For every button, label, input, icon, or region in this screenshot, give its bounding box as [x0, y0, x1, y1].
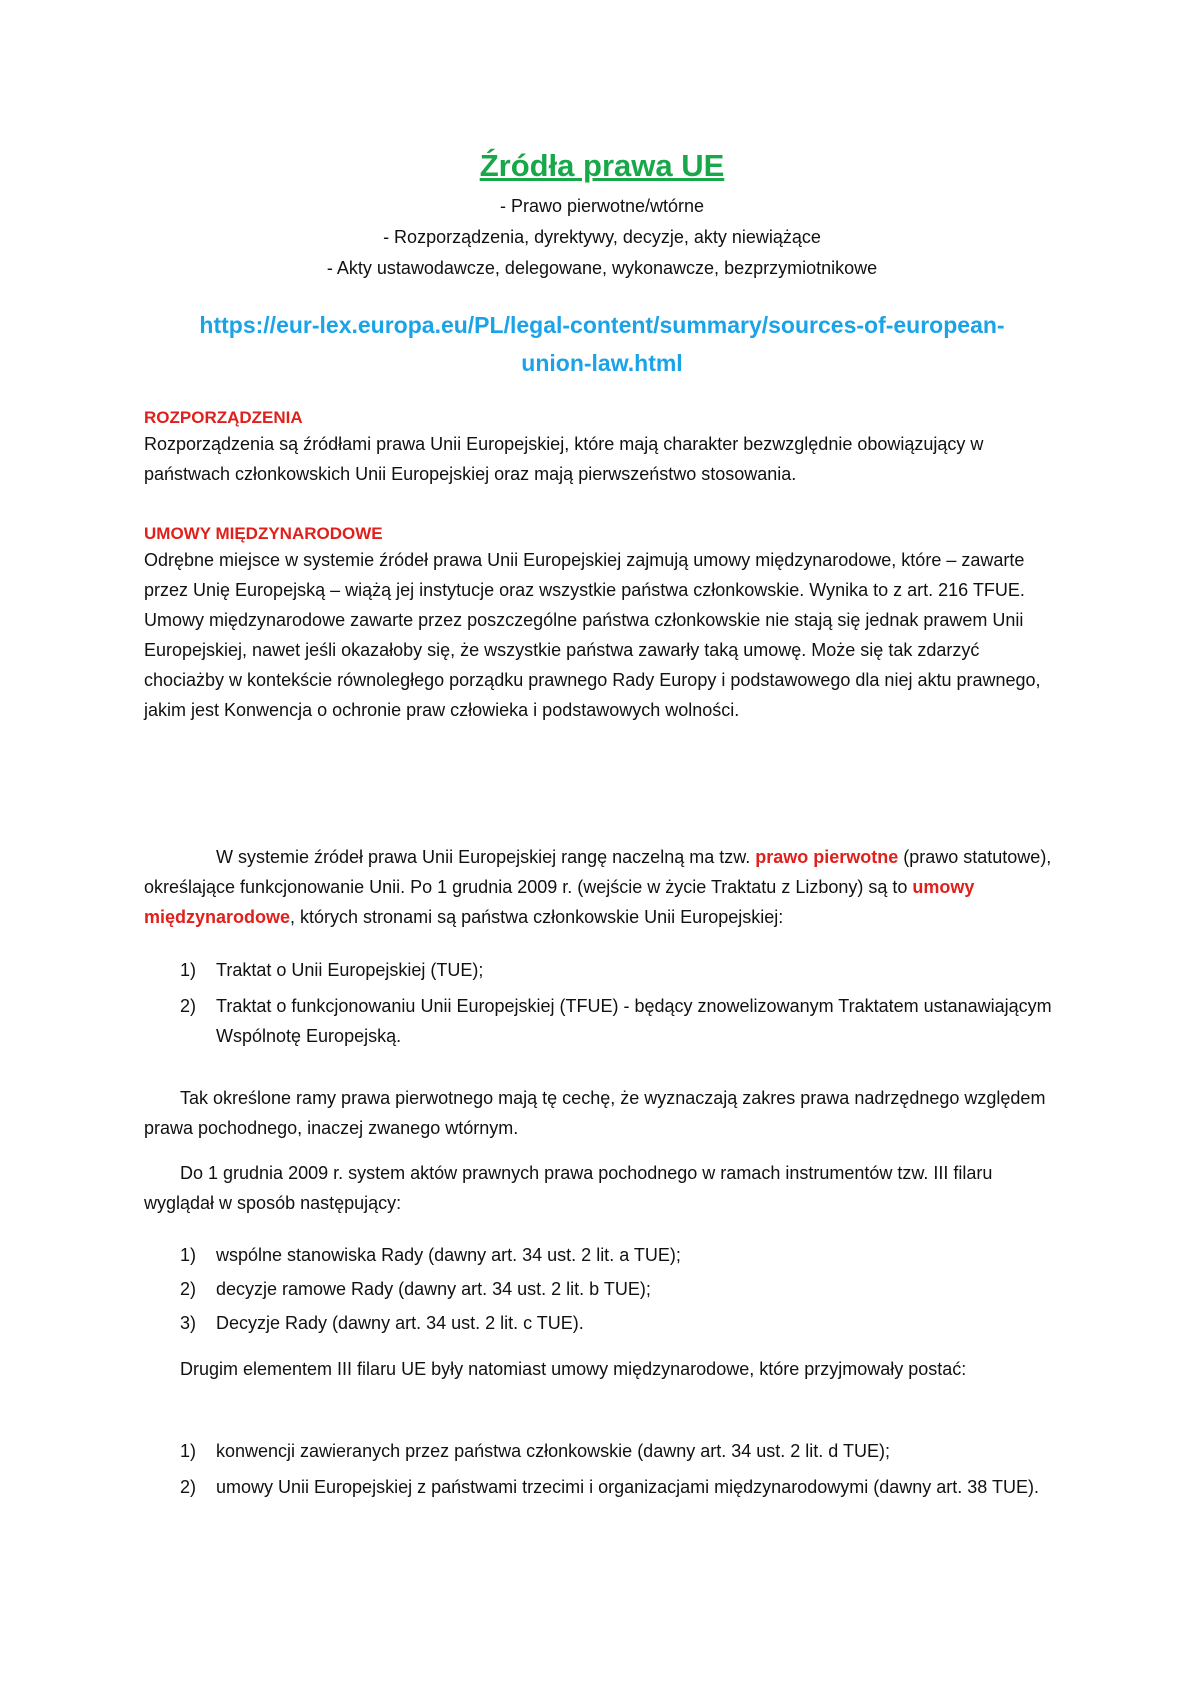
- umowy-text: Odrębne miejsce w systemie źródeł prawa Unii Europejskiej zajmują umowy międzynarodowe, które – zawarte przez Unię Europejską – wiążą jej instytucje oraz wszystkie państwa członkowskie. Wynika to z art. 216 TFUE. Umowy międzynarodowe zawarte przez poszczególne państwa członkowskie nie stają się jednak prawem Unii Europejskiej, nawet jeśli okazałoby się, że wszystkie państwa zawarły taką umowę. Może się tak zdarzyć chociażby w kontekście równoległego porządku prawnego Rady Europy i podstawowego dla niej aktu prawnego, jakim jest Konwencja o ochronie praw człowieka i podstawowych wolności.: [144, 550, 1041, 720]
- document-title: Źródła prawa UE: [479, 148, 725, 183]
- highlight-umowy-miedzynarodowe: umowy międzynarodowe: [144, 877, 975, 927]
- list-number: 1): [180, 1245, 197, 1265]
- drugim-text: Drugim elementem III filaru UE były natomiast umowy międzynarodowe, które przyjmowały postać:: [180, 1359, 967, 1379]
- drugim-paragraph: [144, 1354, 1060, 1384]
- system-text-part3: , których stronami są państwa członkowskie Unii Europejskiej:: [290, 907, 784, 927]
- list-item: [144, 1436, 1060, 1466]
- list-number: 2): [180, 1279, 197, 1299]
- list-number: 1): [180, 1441, 197, 1461]
- system-text-part1: W systemie źródeł prawa Unii Europejskiej rangę naczelną ma tzw.: [216, 847, 756, 867]
- list-item-text: wspólne stanowiska Rady (dawny art. 34 ust. 2 lit. a TUE);: [216, 1245, 681, 1265]
- link-line-2[interactable]: union-law.html: [521, 350, 683, 376]
- list-item: [144, 1472, 1060, 1502]
- drugim-list: [144, 1436, 1060, 1508]
- list-number: 2): [180, 1477, 197, 1497]
- subtitle-line-3: - Akty ustawodawcze, delegowane, wykonawcze, bezprzymiotnikowe: [326, 258, 878, 278]
- system-text-part2: (prawo statutowe), określające funkcjonowanie Unii. Po 1 grudnia 2009 r. (wejście w życie Traktatu z Lizbony) są to: [144, 847, 1052, 897]
- umowy-paragraph: [144, 545, 1060, 725]
- subtitle-line-1: - Prawo pierwotne/wtórne: [499, 196, 705, 216]
- filar-paragraph: [144, 1158, 1060, 1218]
- list-item: [144, 991, 1060, 1051]
- list-number: 3): [180, 1313, 197, 1333]
- list-item: [144, 955, 1060, 985]
- rozporzadzenia-paragraph: [144, 429, 1060, 489]
- ramy-text: Tak określone ramy prawa pierwotnego mają tę cechę, że wyznaczają zakres prawa nadrzędnego względem prawa pochodnego, inaczej zwanego wtórnym.: [144, 1088, 1046, 1138]
- link-line-1[interactable]: https://eur-lex.europa.eu/PL/legal-content/summary/sources-of-european-: [199, 312, 1005, 338]
- list-item-text: konwencji zawieranych przez państwa członkowskie (dawny art. 34 ust. 2 lit. d TUE);: [216, 1441, 890, 1461]
- list-number: 1): [180, 960, 197, 980]
- list-number: 2): [180, 996, 197, 1016]
- list-item-text: decyzje ramowe Rady (dawny art. 34 ust. 2 lit. b TUE);: [216, 1279, 651, 1299]
- ramy-paragraph: [144, 1083, 1060, 1143]
- subtitle-line-2: - Rozporządzenia, dyrektywy, decyzje, akty niewiążące: [383, 227, 821, 247]
- rozporzadzenia-text: Rozporządzenia są źródłami prawa Unii Europejskiej, które mają charakter bezwzględnie obowiązujący w państwach członkowskich Unii Europejskiej oraz mają pierwszeństwo stosowania.: [144, 434, 984, 484]
- filar-text: Do 1 grudnia 2009 r. system aktów prawnych prawa pochodnego w ramach instrumentów tzw. III filaru wyglądał w sposób następujący:: [144, 1163, 993, 1213]
- list-item: [144, 1274, 1060, 1304]
- list-item-text: umowy Unii Europejskiej z państwami trzecimi i organizacjami międzynarodowymi (dawny art. 38 TUE).: [216, 1477, 1039, 1497]
- section-heading-rozporzadzenia: ROZPORZĄDZENIA: [144, 408, 303, 427]
- list-item-text: Traktat o funkcjonowaniu Unii Europejskiej (TFUE) - będący znowelizowanym Traktatem ustanawiającym Wspólnotę Europejską.: [216, 996, 1052, 1046]
- system-paragraph: [144, 842, 1060, 932]
- eur-lex-link[interactable]: [144, 306, 1060, 382]
- section-heading-umowy: UMOWY MIĘDZYNARODOWE: [144, 524, 383, 543]
- list-item: [144, 1308, 1060, 1338]
- list-item: [144, 1240, 1060, 1270]
- highlight-prawo-pierwotne: prawo pierwotne: [755, 847, 899, 867]
- filar-list: [144, 1240, 1060, 1342]
- treaties-list: [144, 955, 1060, 1057]
- list-item-text: Decyzje Rady (dawny art. 34 ust. 2 lit. c TUE).: [216, 1313, 584, 1333]
- list-item-text: Traktat o Unii Europejskiej (TUE);: [216, 960, 484, 980]
- system-text: [144, 842, 1060, 932]
